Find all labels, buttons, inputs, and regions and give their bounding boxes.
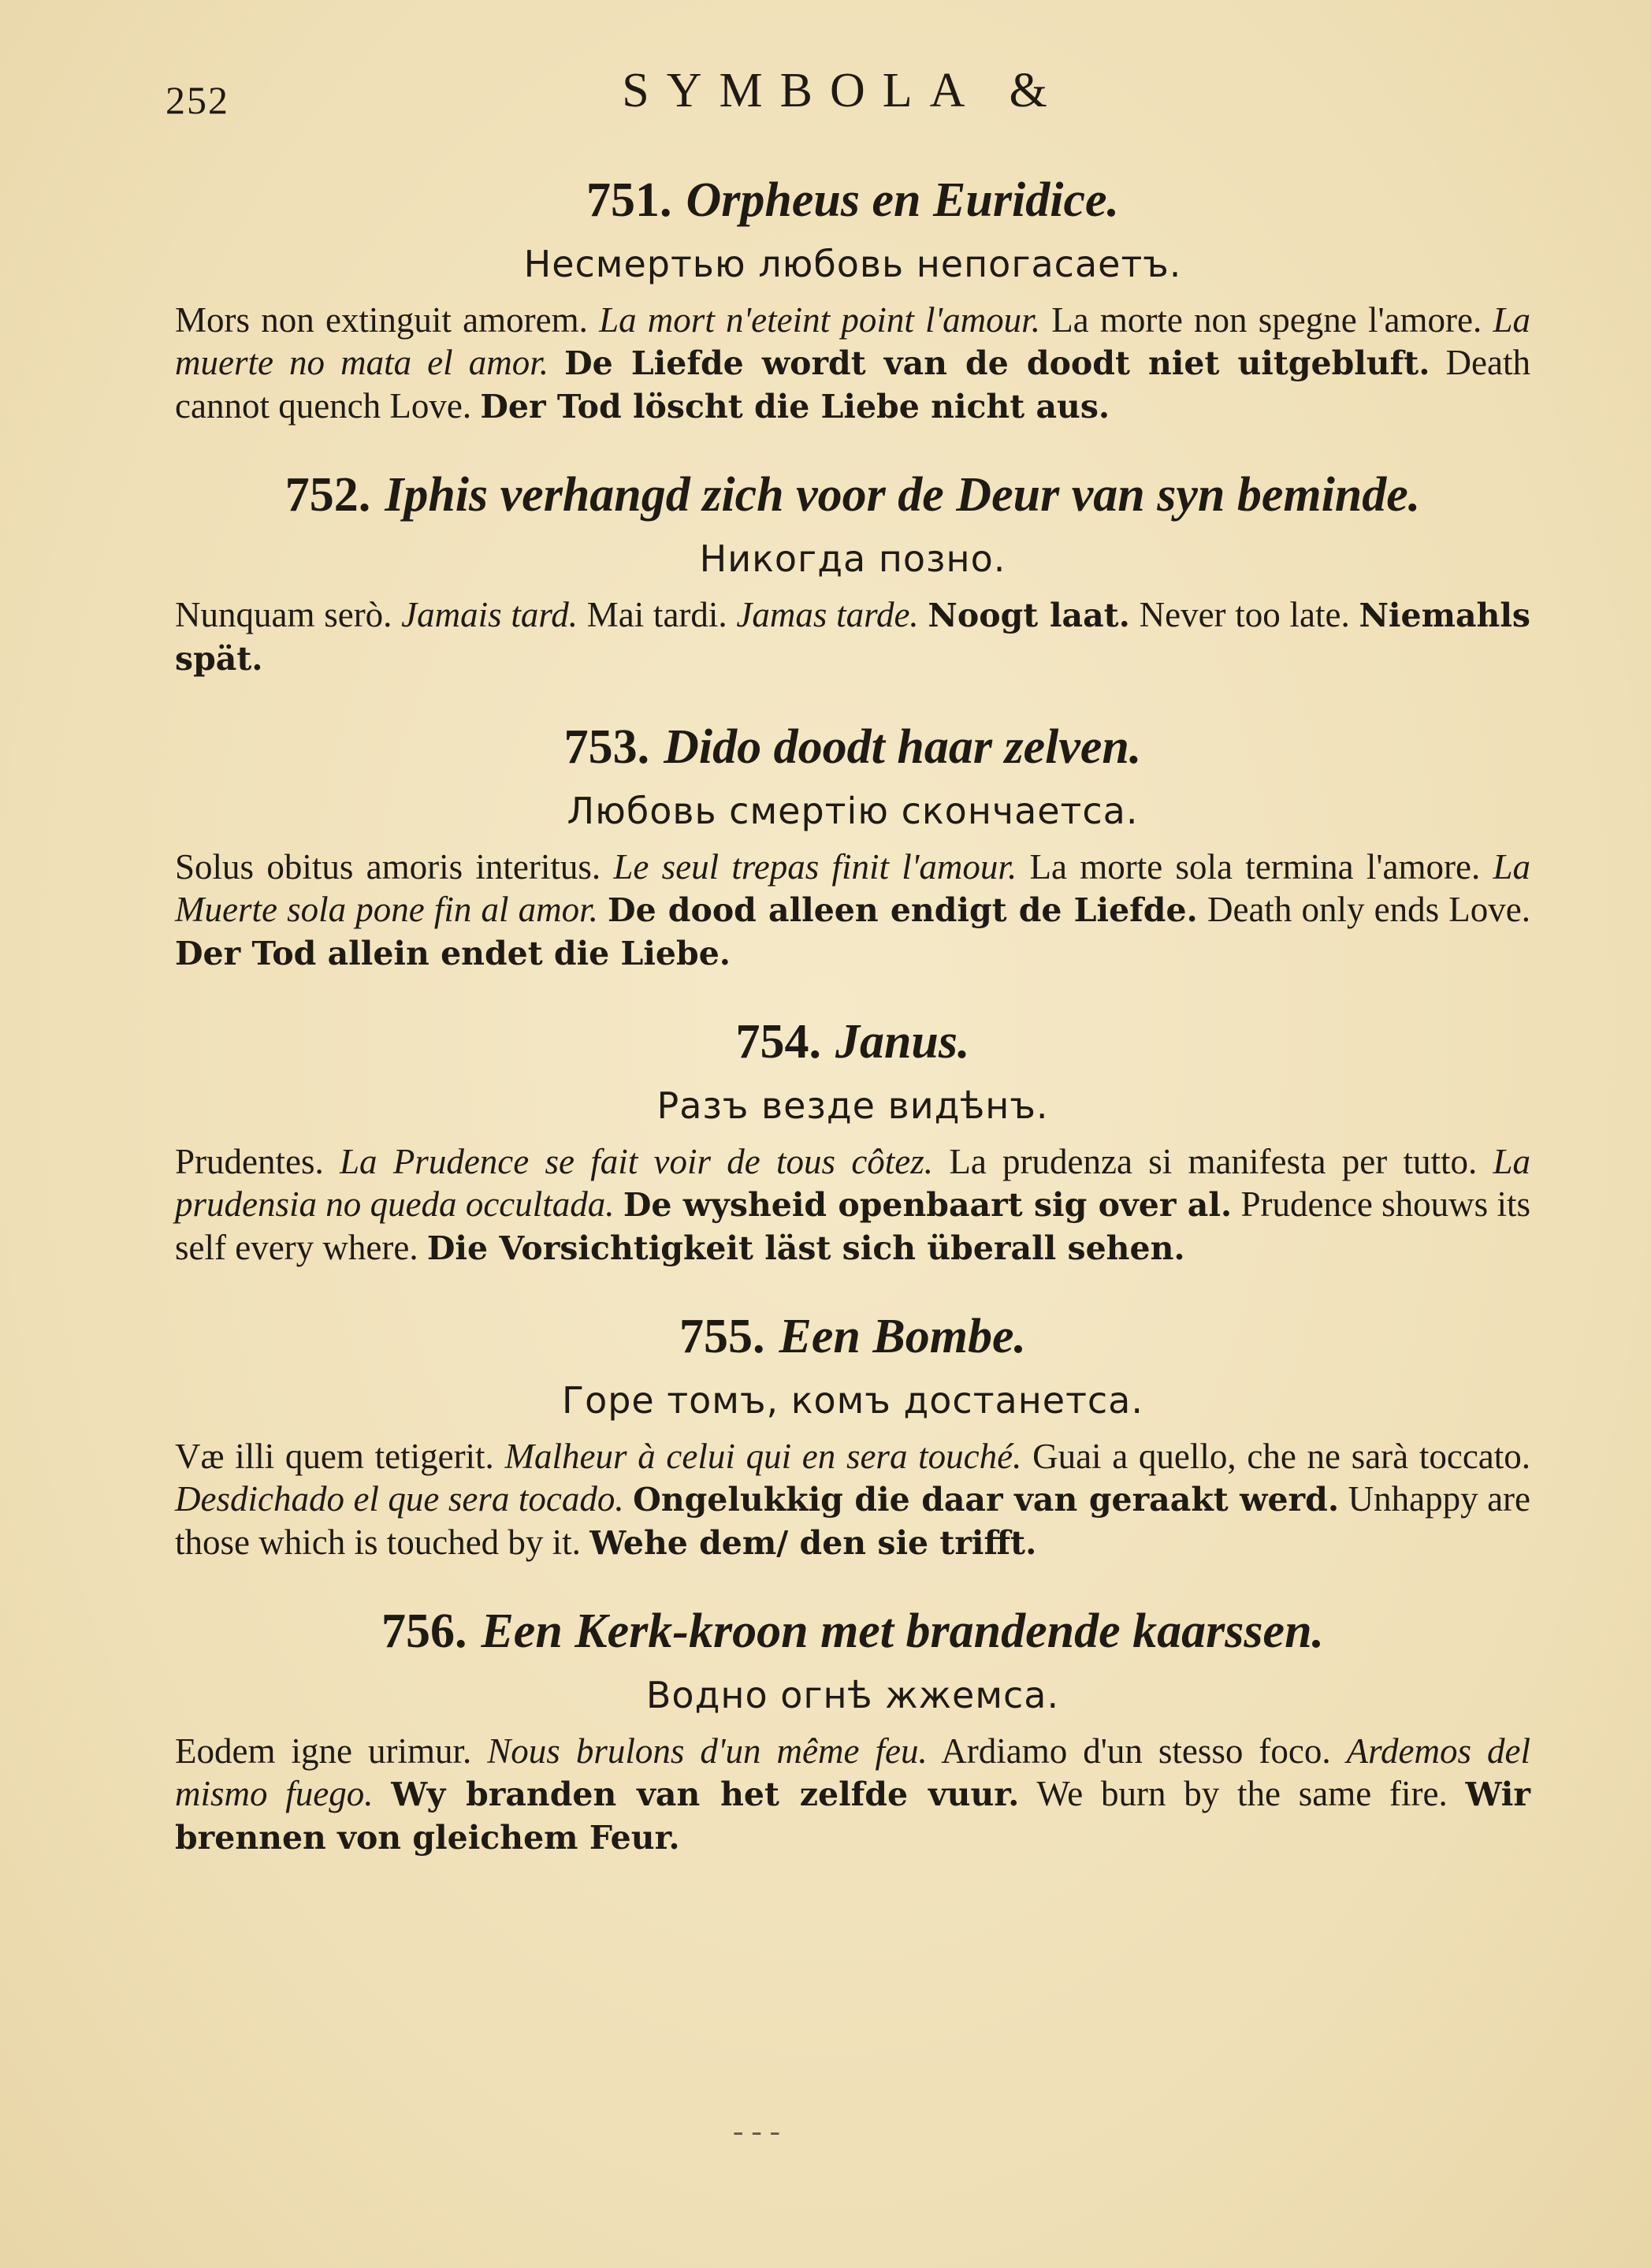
german-text: Wir brennen von gleichem Feur. xyxy=(175,1775,1530,1857)
french-text: Jamais tard. xyxy=(401,595,578,634)
entry-752 xyxy=(175,464,1530,680)
english-text: Prudence shouws its self every where. xyxy=(175,1184,1530,1267)
entry-753 xyxy=(175,716,1530,975)
entry-title: Iphis verhangd zich voor de Deur van syn beminde. xyxy=(385,468,1421,522)
italian-text: Guai a quello, che ne sarà toccato. xyxy=(1032,1437,1531,1476)
entry-title: Dido doodt haar zelven. xyxy=(664,720,1142,774)
spanish-text: La muerte no mata el amor. xyxy=(175,300,1530,382)
latin-text: Solus obitus amoris interitus. xyxy=(175,847,601,887)
english-text: Unhappy are those which is touched by it. xyxy=(175,1479,1531,1562)
translations xyxy=(175,1140,1530,1270)
dutch-text: Wy branden van het zelfde vuur. xyxy=(391,1775,1020,1813)
italian-text: Ardiamo d'un stesso foco. xyxy=(941,1731,1331,1771)
page-number: 252 xyxy=(165,78,229,122)
slavonic-motto: Несмертью любовь непогасаетъ. xyxy=(523,243,1182,285)
dutch-text: De dood alleen endigt de Liefde. xyxy=(608,891,1198,929)
entry-heading xyxy=(175,464,1530,526)
latin-text: Mors non extinguit amorem. xyxy=(175,300,588,340)
latin-text: Eodem igne urimur. xyxy=(175,1731,472,1771)
entry-number: 755. xyxy=(679,1310,765,1363)
italian-text: La prudenza si manifesta per tutto. xyxy=(949,1142,1478,1181)
translations xyxy=(175,1730,1530,1859)
spanish-text: Desdichado el que sera tocado. xyxy=(175,1479,624,1519)
entry-title: Orpheus en Euridice. xyxy=(686,173,1119,227)
entry-number: 756. xyxy=(381,1604,467,1658)
translations xyxy=(175,1435,1530,1564)
entry-756 xyxy=(175,1601,1530,1859)
spanish-text: Ardemos del mismo fuego. xyxy=(175,1731,1530,1813)
entry-heading xyxy=(175,1011,1530,1073)
french-text: Le seul trepas finit l'amour. xyxy=(613,847,1017,887)
entries-list xyxy=(175,169,1530,1895)
english-text: Death cannot quench Love. xyxy=(175,343,1530,426)
dutch-text: Ongelukkig die daar van geraakt werd. xyxy=(633,1481,1340,1519)
entry-755 xyxy=(175,1306,1530,1564)
german-text: Niemahls spät. xyxy=(175,597,1531,678)
slavonic-motto: Водно огнѣ жжемса. xyxy=(645,1674,1060,1716)
slavonic-motto: Разъ везде видѣнъ. xyxy=(656,1084,1049,1127)
spanish-text: La Muerte sola pone fin al amor. xyxy=(175,847,1531,929)
german-text: Der Tod löscht die Liebe nicht aus. xyxy=(480,388,1110,426)
running-head xyxy=(165,63,1521,126)
entry-number: 752. xyxy=(284,468,371,522)
spanish-text: Jamas tarde. xyxy=(736,595,919,634)
dutch-text: De Liefde wordt van de doodt niet uitgebluft. xyxy=(564,344,1430,382)
french-text: Malheur à celui qui en sera touché. xyxy=(504,1437,1022,1476)
italian-text: Mai tardi. xyxy=(586,595,727,634)
entry-heading xyxy=(175,1306,1530,1367)
translations xyxy=(175,299,1530,428)
entry-title: Janus. xyxy=(835,1015,970,1069)
footer-mark: - - - xyxy=(733,2113,780,2148)
latin-text: Nunquam serò. xyxy=(175,595,392,634)
german-text: Wehe dem/ den sie trifft. xyxy=(589,1524,1037,1562)
entry-751 xyxy=(175,169,1530,428)
french-text: Nous brulons d'un même feu. xyxy=(487,1731,928,1771)
slavonic-motto: Горе томъ, комъ достанетса. xyxy=(562,1379,1143,1422)
entry-heading xyxy=(175,169,1530,231)
english-text: Never too late. xyxy=(1139,595,1350,634)
german-text: Der Tod allein endet die Liebe. xyxy=(175,935,731,972)
entry-title: Een Kerk-kroon met brandende kaarssen. xyxy=(481,1604,1325,1658)
translations xyxy=(175,846,1530,975)
latin-text: Væ illi quem tetigerit. xyxy=(175,1437,494,1476)
entry-754 xyxy=(175,1011,1530,1270)
dutch-text: De wysheid openbaart sig over al. xyxy=(623,1186,1233,1224)
translations xyxy=(175,593,1530,680)
german-text: Die Vorsichtigkeit läst sich überall sehen. xyxy=(426,1229,1185,1267)
dutch-text: Noogt laat. xyxy=(928,597,1130,634)
spanish-text: La prudensia no queda occultada. xyxy=(175,1142,1531,1224)
italian-text: La morte sola termina l'amore. xyxy=(1029,847,1481,887)
entry-title: Een Bombe. xyxy=(779,1310,1026,1363)
running-title: SYMBOLA & xyxy=(622,64,1065,117)
entry-heading xyxy=(175,716,1530,778)
slavonic-motto: Никогда позно. xyxy=(699,537,1006,580)
french-text: La mort n'eteint point l'amour. xyxy=(599,300,1040,340)
entry-number: 753. xyxy=(563,720,650,774)
entry-heading xyxy=(175,1601,1530,1662)
english-text: We burn by the same fire. xyxy=(1036,1774,1448,1813)
italian-text: La morte non spegne l'amore. xyxy=(1051,300,1482,340)
entry-number: 751. xyxy=(586,173,672,227)
latin-text: Prudentes. xyxy=(175,1142,324,1181)
french-text: La Prudence se fait voir de tous côtez. xyxy=(340,1142,934,1181)
slavonic-motto: Любовь смертію скончаетса. xyxy=(567,790,1139,832)
english-text: Death only ends Love. xyxy=(1207,890,1531,929)
entry-number: 754. xyxy=(735,1015,821,1069)
